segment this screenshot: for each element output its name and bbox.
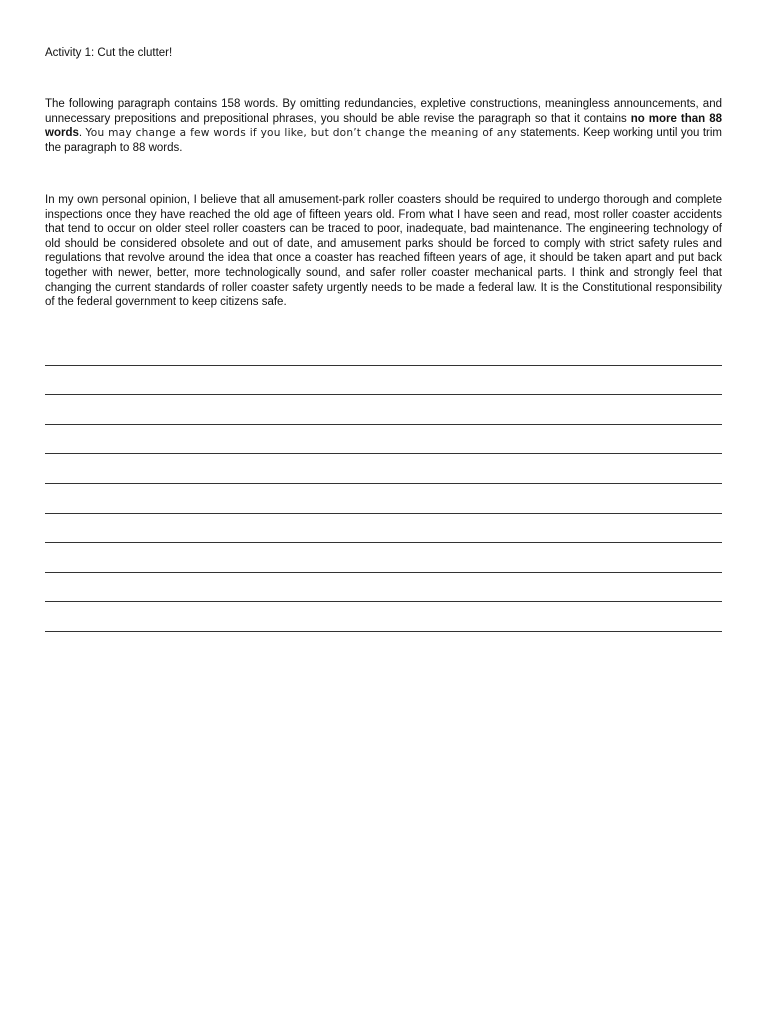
answer-line[interactable] <box>45 602 722 632</box>
answer-line[interactable] <box>45 484 722 514</box>
answer-line[interactable] <box>45 425 722 455</box>
answer-line[interactable] <box>45 454 722 484</box>
answer-line[interactable] <box>45 336 722 366</box>
instructions-text-end: statements. Keep working until you trim the paragraph to 88 words. <box>45 127 723 154</box>
instructions-paragraph <box>45 97 722 155</box>
roller-coaster-passage: In my own personal opinion, I believe that all amusement-park roller coasters should be required to undergo thorough and complete inspections once they have reached the old age of fifteen years old. From what I have seen and read, most roller coaster accidents that tend to occur on older steel roller coasters can be traced to poor, inadequate, bad maintenance. The engineering technology of old should be considered obsolete and out of date, and amusement parks should be forced to comply with strict safety rules and regulations that revolve around the idea that once a coaster has reached fifteen years of age, it should be taken apart and put back together with newer, better, more technologically sound, and safer roller coaster mechanical parts. I think and strongly feel that changing the current standards of roller coaster safety urgently needs to be made a federal law. It is the Constitutional responsibility of the federal government to keep citizens safe. <box>45 194 722 309</box>
answer-lines <box>45 336 722 632</box>
instructions-condensed-text: You may change a few words if you like, but don’t change the meaning of any <box>85 127 517 140</box>
answer-line[interactable] <box>45 573 722 603</box>
instructions-text-start: The following paragraph contains 158 words. By omitting redundancies, expletive constructions, meaningless announcements, and unnecessary prepositions and prepositional phrases, you should be able revise the paragraph so that it contains <box>45 98 722 125</box>
activity-title: Activity 1: Cut the clutter! <box>45 47 173 59</box>
answer-line[interactable] <box>45 395 722 425</box>
answer-line[interactable] <box>45 514 722 544</box>
instructions-period: . <box>78 127 86 140</box>
answer-line[interactable] <box>45 366 722 396</box>
answer-line[interactable] <box>45 543 722 573</box>
word-limit-emphasis: no more than 88 words <box>45 112 722 140</box>
